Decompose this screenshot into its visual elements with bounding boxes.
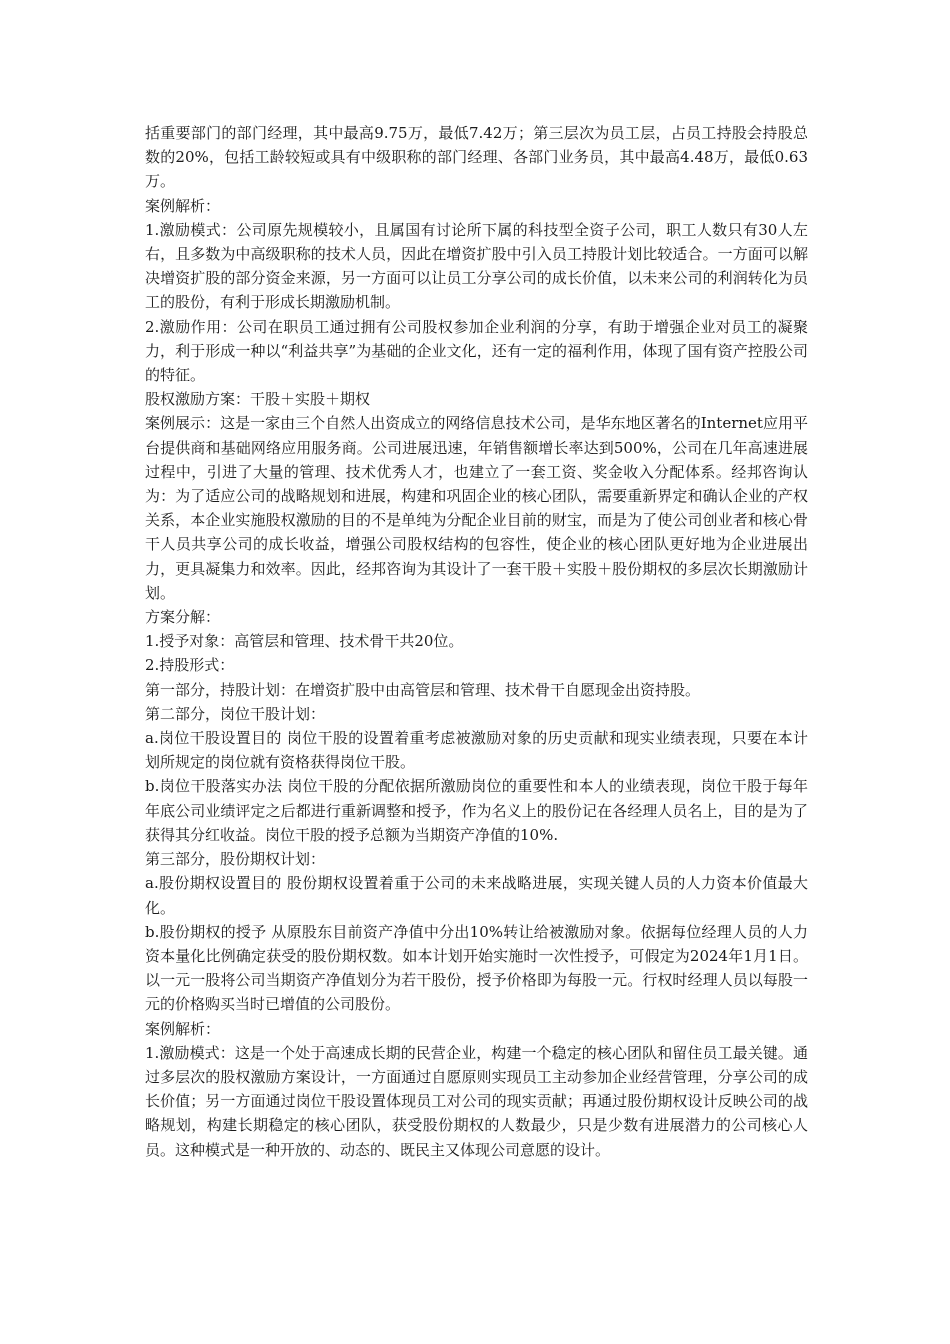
heading-equity-plan: 股权激励方案：干股＋实股＋期权 (145, 390, 371, 409)
heading-case-analysis-1: 案例解析： (145, 196, 221, 215)
paragraph-incentive-mode-2: 1.激励模式：这是一个处于高速成长期的民营企业，构建一个稳定的核心团队和留住员工最关键。通过多层次的股权激励方案设计，一方面通过自愿原则实现员工主动参加企业经营管理，分享公司的成长价值；另一方面通过岗位干股设置体现员工对公司的现实贡献；再通过股份期权设计反映公司的战略规划，构建长期稳定的核心团队，获受股份期权的人数最少，只是少数有进展潜力的公司核心人员。这种模式是一种开放的、动态的、既民主又体现公司意愿的设计。 (145, 1043, 808, 1159)
paragraph-holding-form: 2.持股形式： (145, 656, 235, 675)
paragraph-option-grant: b.股份期权的授予 从原股东目前资产净值中分出10%转让给被激励对象。依据每位经理人员的人力资本量化比例确定获受的股份期权数。如本计划开始实施时一次性授予，可假定为2024年1月1日。以一元一股将公司当期资产净值划分为若干股份，授予价格即为每股一元。行权时经理人员以每股一元的价格购买当时已增值的公司股份。 (145, 922, 808, 1014)
paragraph-continued-shareholding: 括重要部门的部门经理，其中最高9.75万，最低7.42万；第三层次为员工层，占员工持股会持股总数的20%，包括工龄较短或具有中级职称的部门经理、各部门业务员，其中最高4.48万，最低0.63万。 (145, 124, 808, 191)
paragraph-part-three: 第三部分，股份期权计划： (145, 850, 326, 869)
paragraph-dry-share-purpose: a.岗位干股设置目的 岗位干股的设置着重考虑被激励对象的历史贡献和现实业绩表现，只要在本计划所规定的岗位就有资格获得岗位干股。 (145, 729, 808, 772)
paragraph-grant-targets: 1.授予对象：高管层和管理、技术骨干共20位。 (145, 632, 464, 651)
document-body (145, 121, 808, 1162)
heading-case-analysis-2: 案例解析： (145, 1019, 221, 1038)
paragraph-dry-share-method: b.岗位干股落实办法 岗位干股的分配依据所激励岗位的重要性和本人的业绩表现，岗位干股于每年年底公司业绩评定之后都进行重新调整和授予，作为名义上的股份记在各经理人员名上，目的是为了获得其分红收益。岗位干股的授予总额为当期资产净值的10%. (145, 777, 808, 844)
paragraph-part-one: 第一部分，持股计划：在增资扩股中由高管层和管理、技术骨干自愿现金出资持股。 (145, 680, 701, 699)
paragraph-part-two: 第二部分，岗位干股计划： (145, 704, 326, 723)
paragraph-incentive-effect: 2.激励作用：公司在职员工通过拥有公司股权参加企业利润的分享，有助于增强企业对员工的凝聚力，利于形成一种以“利益共享”为基础的企业文化，还有一定的福利作用，体现了国有资产控股公司的特征。 (145, 317, 808, 385)
paragraph-case-display: 案例展示：这是一家由三个自然人出资成立的网络信息技术公司，是华东地区著名的Internet应用平台提供商和基础网络应用服务商。公司进展迅速，年销售额增长率达到500%，公司在几年高速进展过程中，引进了大量的管理、技术优秀人才，也建立了一套工资、奖金收入分配体系。经邦咨询认为：为了适应公司的战略规划和进展，构建和巩固企业的核心团队，需要重新界定和确认企业的产权关系，本企业实施股权激励的目的不是单纯为分配企业目前的财宝，而是为了使公司创业者和核心骨干人员共享公司的成长收益，增强公司股权结构的包容性，使企业的核心团队更好地为企业进展出力，更具凝集力和效率。因此，经邦咨询为其设计了一套干股＋实股＋股份期权的多层次长期激励计划。 (145, 414, 808, 602)
heading-plan-breakdown: 方案分解： (145, 608, 221, 627)
paragraph-option-purpose: a.股份期权设置目的 股份期权设置着重于公司的未来战略进展，实现关键人员的人力资本价值最大化。 (145, 874, 808, 917)
paragraph-incentive-mode-1: 1.激励模式：公司原先规模较小，且属国有讨论所下属的科技型全资子公司，职工人数只有30人左右，且多数为中高级职称的技术人员，因此在增资扩股中引入员工持股计划比较适合。一方面可以解决增资扩股的部分资金来源，另一方面可以让员工分享公司的成长价值，以未来公司的利润转化为员工的股份，有利于形成长期激励机制。 (145, 220, 808, 312)
